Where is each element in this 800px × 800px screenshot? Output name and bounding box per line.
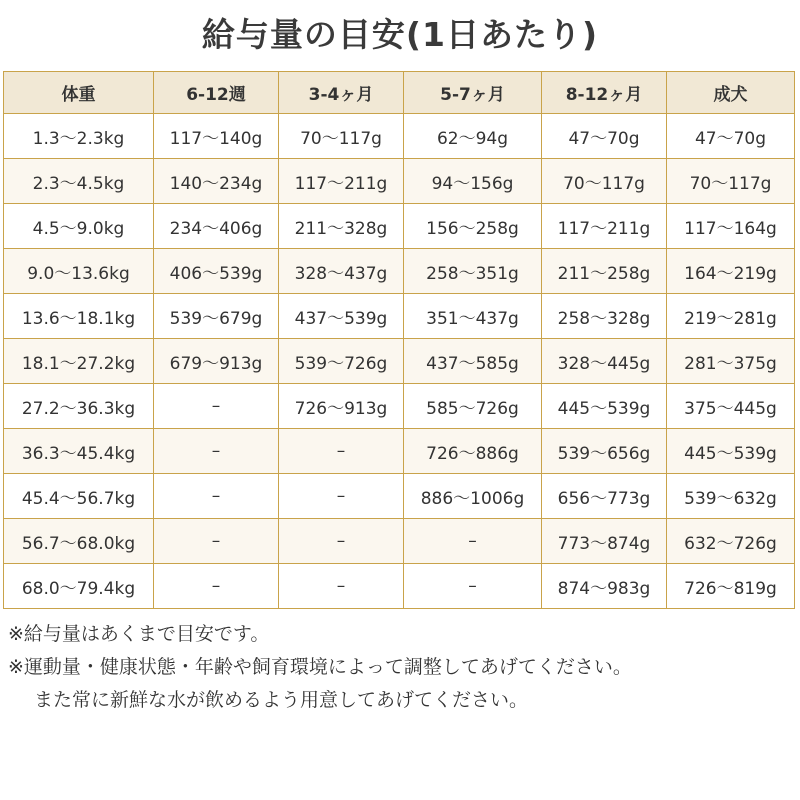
note-line: ※給与量はあくまで目安です。: [8, 623, 270, 645]
table-cell: 437〜585g: [404, 339, 542, 384]
table-cell: 219〜281g: [667, 294, 795, 339]
table-cell: 117〜140g: [154, 114, 279, 159]
table-row: [4, 339, 795, 384]
table-cell: 211〜328g: [279, 204, 404, 249]
table-cell: 258〜351g: [404, 249, 542, 294]
table-cell: 445〜539g: [542, 384, 667, 429]
table-cell: 47〜70g: [542, 114, 667, 159]
table-cell: 62〜94g: [404, 114, 542, 159]
table-cell: 70〜117g: [667, 159, 795, 204]
table-row: [4, 159, 795, 204]
table-cell: –: [154, 429, 279, 474]
table-cell: –: [279, 564, 404, 609]
table-cell: 68.0〜79.4kg: [4, 564, 154, 609]
table-cell: –: [154, 384, 279, 429]
table-cell: 328〜445g: [542, 339, 667, 384]
header-adult: 成犬: [667, 72, 795, 114]
table-cell: 140〜234g: [154, 159, 279, 204]
table-row: [4, 114, 795, 159]
notes: [8, 618, 793, 717]
table-cell: 281〜375g: [667, 339, 795, 384]
table-cell: 585〜726g: [404, 384, 542, 429]
table-cell: 539〜726g: [279, 339, 404, 384]
table-cell: 156〜258g: [404, 204, 542, 249]
table-cell: 36.3〜45.4kg: [4, 429, 154, 474]
table-cell: 1.3〜2.3kg: [4, 114, 154, 159]
table-cell: 117〜211g: [279, 159, 404, 204]
page-title: 給与量の目安(1日あたり): [201, 15, 599, 54]
table-cell: –: [279, 429, 404, 474]
table-row: [4, 204, 795, 249]
header-weight: 体重: [4, 72, 154, 114]
table-cell: 258〜328g: [542, 294, 667, 339]
table-row: [4, 294, 795, 339]
table-cell: 726〜886g: [404, 429, 542, 474]
table-row: [4, 519, 795, 564]
table-cell: –: [404, 519, 542, 564]
table-row: [4, 564, 795, 609]
table-cell: 18.1〜27.2kg: [4, 339, 154, 384]
table-row: [4, 249, 795, 294]
table-cell: 886〜1006g: [404, 474, 542, 519]
table-cell: 679〜913g: [154, 339, 279, 384]
table-cell: 539〜679g: [154, 294, 279, 339]
table-cell: 406〜539g: [154, 249, 279, 294]
table-cell: 70〜117g: [542, 159, 667, 204]
table-cell: –: [279, 519, 404, 564]
table-cell: 726〜913g: [279, 384, 404, 429]
table-cell: 4.5〜9.0kg: [4, 204, 154, 249]
table-cell: 27.2〜36.3kg: [4, 384, 154, 429]
table-cell: 47〜70g: [667, 114, 795, 159]
table-cell: 874〜983g: [542, 564, 667, 609]
table-cell: 632〜726g: [667, 519, 795, 564]
table-cell: –: [154, 564, 279, 609]
table-cell: 351〜437g: [404, 294, 542, 339]
header-8-12-months: 8-12ヶ月: [542, 72, 667, 114]
table-cell: 164〜219g: [667, 249, 795, 294]
table-cell: 656〜773g: [542, 474, 667, 519]
table-header-row: [4, 72, 795, 114]
note-line: ※運動量・健康状態・年齢や飼育環境によって調整してあげてください。: [8, 656, 632, 678]
table-row: [4, 384, 795, 429]
table-cell: 437〜539g: [279, 294, 404, 339]
table-cell: 117〜211g: [542, 204, 667, 249]
table-cell: 70〜117g: [279, 114, 404, 159]
table-cell: 2.3〜4.5kg: [4, 159, 154, 204]
table-cell: 234〜406g: [154, 204, 279, 249]
table-cell: 539〜632g: [667, 474, 795, 519]
table-cell: 726〜819g: [667, 564, 795, 609]
table-cell: 9.0〜13.6kg: [4, 249, 154, 294]
table-cell: 328〜437g: [279, 249, 404, 294]
table-cell: 56.7〜68.0kg: [4, 519, 154, 564]
table-cell: –: [154, 519, 279, 564]
table-cell: 773〜874g: [542, 519, 667, 564]
table-cell: 13.6〜18.1kg: [4, 294, 154, 339]
table-cell: –: [154, 474, 279, 519]
table-cell: 375〜445g: [667, 384, 795, 429]
table-cell: –: [279, 474, 404, 519]
table-row: [4, 429, 795, 474]
header-3-4-months: 3-4ヶ月: [279, 72, 404, 114]
table-cell: 117〜164g: [667, 204, 795, 249]
note-line: また常に新鮮な水が飲めるよう用意してあげてください。: [34, 689, 529, 711]
header-6-12-weeks: 6-12週: [154, 72, 279, 114]
table-cell: –: [404, 564, 542, 609]
table-cell: 211〜258g: [542, 249, 667, 294]
table-cell: 445〜539g: [667, 429, 795, 474]
table-cell: 539〜656g: [542, 429, 667, 474]
table-cell: 45.4〜56.7kg: [4, 474, 154, 519]
table-cell: 94〜156g: [404, 159, 542, 204]
table-row: [4, 474, 795, 519]
header-5-7-months: 5-7ヶ月: [404, 72, 542, 114]
feeding-amount-table: [3, 71, 795, 609]
